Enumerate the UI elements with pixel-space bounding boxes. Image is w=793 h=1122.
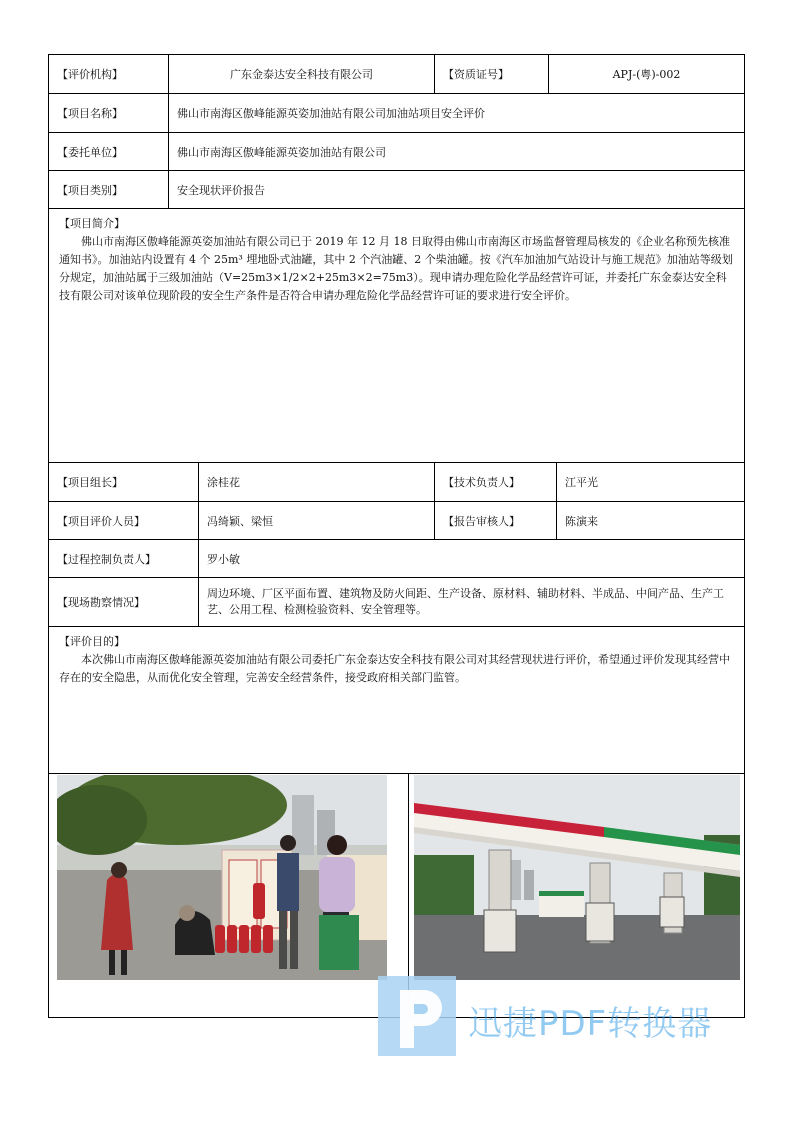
process-row xyxy=(49,540,744,578)
org-value: 广东金泰达安全科技有限公司 xyxy=(168,55,434,93)
survey-row xyxy=(49,578,744,627)
evaluation-info-sheet xyxy=(48,54,745,1018)
category-label: 【项目类别】 xyxy=(57,183,123,197)
header-row xyxy=(49,55,744,94)
reviewer-label: 【报告审核人】 xyxy=(434,502,556,539)
client-row xyxy=(49,133,744,171)
purpose-heading: 【评价目的】 xyxy=(59,635,125,648)
process-value: 罗小敏 xyxy=(198,540,744,577)
survey-value: 周边环境、厂区平面布置、建筑物及防火间距、生产设备、原材料、辅助材料、半成品、中间产品、生产工艺、公用工程、检测检验资料、安全管理等。 xyxy=(198,578,744,626)
leader-row xyxy=(49,463,744,502)
staff-row xyxy=(49,502,744,540)
leader-value: 涂桂花 xyxy=(198,463,434,501)
project-name-value: 佛山市南海区傲峰能源英姿加油站有限公司加油站项目安全评价 xyxy=(168,94,744,132)
process-label: 【过程控制负责人】 xyxy=(57,552,156,566)
staff-value: 冯绮颖、梁恒 xyxy=(198,502,434,539)
project-intro-heading: 【项目简介】 xyxy=(59,217,125,230)
project-name-row xyxy=(49,94,744,133)
watermark-text: 迅捷PDF转换器 xyxy=(468,1004,713,1044)
survey-label: 【现场勘察情况】 xyxy=(57,596,145,609)
org-label: 【评价机构】 xyxy=(57,68,123,81)
pdf-converter-watermark xyxy=(378,976,778,1056)
pdf-converter-logo-icon xyxy=(378,976,468,1056)
gas-station-photo xyxy=(414,775,740,980)
tech-value: 江平光 xyxy=(556,463,744,501)
purpose-text: 本次佛山市南海区傲峰能源英姿加油站有限公司委托广东金泰达安全科技有限公司对其经营现状进行评价，希望通过评价发现其经营中存在的安全隐患，从而优化安全管理，完善安全经营条件，接受政府相关部门监管。 xyxy=(59,653,730,684)
site-survey-photo xyxy=(57,775,387,980)
client-label: 【委托单位】 xyxy=(57,145,123,159)
staff-label: 【项目评价人员】 xyxy=(57,514,145,528)
client-value: 佛山市南海区傲峰能源英姿加油站有限公司 xyxy=(168,133,744,170)
leader-label: 【项目组长】 xyxy=(57,476,123,489)
purpose-section xyxy=(49,627,744,774)
category-value: 安全现状评价报告 xyxy=(168,171,744,208)
cert-value: APJ-(粤)-002 xyxy=(548,55,744,93)
tech-label: 【技术负责人】 xyxy=(434,463,556,501)
project-name-label: 【项目名称】 xyxy=(57,107,123,120)
reviewer-value: 陈演来 xyxy=(556,502,744,539)
project-intro-section xyxy=(49,209,744,463)
category-row xyxy=(49,171,744,209)
project-intro-text: 佛山市南海区傲峰能源英姿加油站有限公司已于 2019 年 12 月 18 日取得由佛山市南海区市场监督管理局核发的《企业名称预先核准通知书》。加油站内设置有 4 个 25m³ 埋地卧式油罐，其中 2 个汽油罐、2 个柴油罐。按《汽车加油加气站设计与施工规范》加油站等级划分规定，加油站属于三级加油站（V=25m3×1/2×2+25m3×2=75m3）。现申请办理危险化学品经营许可证，并委托广东金泰达安全科技有限公司对该单位现阶段的安全生产条件是否符合申请办理危险化学品经营许可证的要求进行安全评价。 xyxy=(59,235,733,302)
cert-label: 【资质证号】 xyxy=(434,55,548,93)
